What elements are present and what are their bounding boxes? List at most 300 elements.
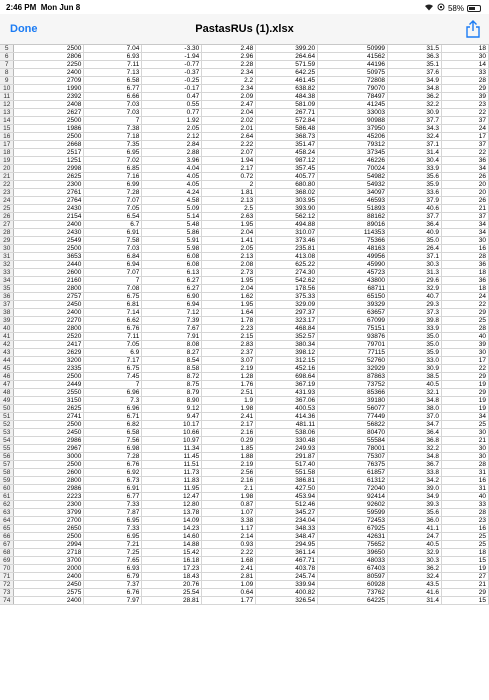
table-cell[interactable]: 79312 [318,141,388,149]
table-cell[interactable]: 34.9 [388,77,442,85]
table-cell[interactable]: 72040 [318,485,388,493]
table-cell[interactable]: 1.98 [202,405,256,413]
table-cell[interactable]: 6.08 [142,253,202,261]
table-cell[interactable]: 6.96 [84,405,142,413]
table-cell[interactable]: 20 [441,181,488,189]
table-cell[interactable]: 2.13 [202,253,256,261]
table-cell[interactable]: 2550 [14,389,84,397]
table-cell[interactable]: 2450 [14,429,84,437]
table-cell[interactable]: 2.64 [202,133,256,141]
table-cell[interactable]: 2.81 [202,573,256,581]
table-cell[interactable]: 7.97 [84,597,142,605]
table-cell[interactable]: 0.47 [142,93,202,101]
table-cell[interactable]: 40.7 [388,293,442,301]
table-cell[interactable]: 431.93 [256,389,318,397]
table-cell[interactable]: 1.94 [202,157,256,165]
table-cell[interactable]: 7.25 [84,549,142,557]
row-header[interactable]: 56 [0,453,14,461]
row-header[interactable]: 53 [0,429,14,437]
table-cell[interactable]: 11.45 [142,453,202,461]
table-cell[interactable]: 7.11 [84,333,142,341]
table-cell[interactable]: 2.96 [202,53,256,61]
table-cell[interactable]: 38.5 [388,373,442,381]
table-cell[interactable]: 6.94 [84,261,142,269]
table-cell[interactable]: 8.58 [142,365,202,373]
table-cell[interactable]: 6.93 [84,53,142,61]
table-cell[interactable]: 1.85 [202,445,256,453]
table-cell[interactable]: 351.47 [256,141,318,149]
table-cell[interactable]: 3799 [14,509,84,517]
table-cell[interactable]: 380.34 [256,341,318,349]
row-header[interactable]: 45 [0,365,14,373]
table-cell[interactable]: 375.33 [256,293,318,301]
table-cell[interactable]: 72808 [318,77,388,85]
row-header[interactable]: 43 [0,349,14,357]
table-cell[interactable]: 562.12 [256,213,318,221]
table-cell[interactable]: 6.66 [84,93,142,101]
table-cell[interactable]: 13.78 [142,509,202,517]
table-cell[interactable]: 36.4 [388,221,442,229]
table-cell[interactable]: 2.05 [202,245,256,253]
table-cell[interactable]: 2998 [14,165,84,173]
table-cell[interactable]: 481.11 [256,421,318,429]
table-cell[interactable]: 1.28 [202,373,256,381]
table-cell[interactable]: 34.7 [388,421,442,429]
table-cell[interactable]: 24.7 [388,533,442,541]
table-cell[interactable]: 1251 [14,157,84,165]
table-cell[interactable]: 6.98 [84,445,142,453]
table-cell[interactable]: 9.47 [142,413,202,421]
table-cell[interactable]: 330.48 [256,437,318,445]
table-cell[interactable]: 17.23 [142,565,202,573]
table-cell[interactable]: 2.17 [202,421,256,429]
table-cell[interactable]: 17 [441,133,488,141]
table-cell[interactable]: 40 [441,493,488,501]
table-cell[interactable]: 348.33 [256,525,318,533]
table-cell[interactable]: 36.2 [388,93,442,101]
table-cell[interactable]: 35.0 [388,341,442,349]
row-header[interactable]: 22 [0,181,14,189]
row-header[interactable]: 6 [0,53,14,61]
row-header[interactable]: 40 [0,325,14,333]
table-cell[interactable]: 468.84 [256,325,318,333]
table-cell[interactable]: 38.0 [388,405,442,413]
table-cell[interactable]: 2.5 [202,205,256,213]
table-cell[interactable]: 39 [441,93,488,101]
row-header[interactable]: 42 [0,341,14,349]
table-cell[interactable]: 40.5 [388,381,442,389]
table-cell[interactable]: 48033 [318,557,388,565]
table-cell[interactable]: 29 [441,373,488,381]
table-cell[interactable]: 32.2 [388,445,442,453]
table-cell[interactable]: 361.14 [256,549,318,557]
table-cell[interactable]: 75652 [318,541,388,549]
table-cell[interactable]: 7.38 [84,125,142,133]
table-cell[interactable]: 2575 [14,589,84,597]
row-header[interactable]: 73 [0,589,14,597]
row-header[interactable]: 54 [0,437,14,445]
table-cell[interactable]: 37 [441,141,488,149]
table-cell[interactable]: 1990 [14,85,84,93]
row-header[interactable]: 58 [0,469,14,477]
table-cell[interactable]: 2449 [14,381,84,389]
table-cell[interactable]: 90988 [318,117,388,125]
table-cell[interactable]: 368.73 [256,133,318,141]
table-cell[interactable]: 33.9 [388,165,442,173]
table-cell[interactable]: 2650 [14,525,84,533]
table-cell[interactable]: 6.73 [84,477,142,485]
row-header[interactable]: 19 [0,157,14,165]
table-cell[interactable]: 14.88 [142,541,202,549]
table-cell[interactable]: 2625 [14,405,84,413]
table-cell[interactable]: 16 [441,245,488,253]
table-cell[interactable]: 16 [441,477,488,485]
table-cell[interactable]: 398.12 [256,349,318,357]
table-cell[interactable]: 56077 [318,405,388,413]
table-cell[interactable]: 323.17 [256,317,318,325]
table-cell[interactable]: 33 [441,69,488,77]
table-cell[interactable]: 35.1 [388,61,442,69]
table-cell[interactable]: 54932 [318,181,388,189]
table-cell[interactable]: 4.04 [142,165,202,173]
table-cell[interactable]: 2.05 [142,125,202,133]
table-cell[interactable]: 5.86 [142,229,202,237]
table-cell[interactable]: 32.4 [388,133,442,141]
table-cell[interactable]: 1.07 [202,509,256,517]
table-cell[interactable]: 45990 [318,261,388,269]
table-cell[interactable]: 291.87 [256,453,318,461]
table-cell[interactable]: 1.95 [202,221,256,229]
row-header[interactable]: 26 [0,213,14,221]
table-cell[interactable]: 6.95 [84,517,142,525]
table-cell[interactable]: 7.17 [84,357,142,365]
table-cell[interactable]: 10.66 [142,429,202,437]
table-cell[interactable]: 28 [441,325,488,333]
table-cell[interactable]: 7.18 [84,133,142,141]
table-cell[interactable]: 39180 [318,397,388,405]
table-cell[interactable]: 6.76 [84,461,142,469]
table-cell[interactable]: 33.0 [388,357,442,365]
table-cell[interactable]: 453.94 [256,493,318,501]
row-header[interactable]: 5 [0,45,14,53]
table-cell[interactable]: 6.77 [84,493,142,501]
table-cell[interactable]: 37.1 [388,141,442,149]
table-cell[interactable]: 35.0 [388,333,442,341]
table-cell[interactable]: 22 [441,109,488,117]
table-cell[interactable]: 6.82 [84,421,142,429]
table-cell[interactable]: 0.64 [202,589,256,597]
row-header[interactable]: 13 [0,109,14,117]
table-cell[interactable]: 2.13 [202,197,256,205]
table-cell[interactable]: 17 [441,357,488,365]
table-cell[interactable]: 2.47 [202,101,256,109]
row-header[interactable]: 17 [0,141,14,149]
table-cell[interactable]: 37.1 [388,253,442,261]
table-cell[interactable]: 30.9 [388,365,442,373]
table-cell[interactable]: 2408 [14,101,84,109]
table-cell[interactable]: 1.88 [202,453,256,461]
table-cell[interactable]: 367.19 [256,381,318,389]
table-cell[interactable]: 2417 [14,341,84,349]
table-cell[interactable]: 56822 [318,421,388,429]
table-cell[interactable]: 1.95 [202,277,256,285]
row-header[interactable]: 25 [0,205,14,213]
table-cell[interactable]: 7.33 [84,501,142,509]
table-cell[interactable]: 9.12 [142,405,202,413]
table-cell[interactable]: 49956 [318,253,388,261]
table-cell[interactable]: 3653 [14,253,84,261]
table-cell[interactable]: 93876 [318,333,388,341]
table-cell[interactable]: 2709 [14,77,84,85]
table-cell[interactable]: 2500 [14,421,84,429]
table-cell[interactable]: 10.97 [142,437,202,445]
table-cell[interactable]: -3.30 [142,45,202,53]
row-header[interactable]: 37 [0,301,14,309]
table-cell[interactable]: 1.92 [142,117,202,125]
row-header[interactable]: 41 [0,333,14,341]
table-cell[interactable]: 3000 [14,453,84,461]
table-cell[interactable]: 36.2 [388,565,442,573]
table-cell[interactable]: 36.8 [388,437,442,445]
table-cell[interactable]: 36.0 [388,517,442,525]
table-cell[interactable]: 680.80 [256,181,318,189]
table-cell[interactable]: 2.19 [202,461,256,469]
row-header[interactable]: 57 [0,461,14,469]
table-cell[interactable]: 36.4 [388,429,442,437]
table-cell[interactable]: 2250 [14,61,84,69]
table-cell[interactable]: 6.75 [84,365,142,373]
table-cell[interactable]: 8.75 [142,381,202,389]
table-cell[interactable]: 7.16 [84,173,142,181]
table-cell[interactable]: 400.82 [256,589,318,597]
table-cell[interactable]: 2.83 [202,341,256,349]
table-cell[interactable]: 64225 [318,597,388,605]
table-cell[interactable]: 70024 [318,165,388,173]
table-cell[interactable]: 352.57 [256,333,318,341]
table-cell[interactable]: 45723 [318,269,388,277]
row-header[interactable]: 67 [0,541,14,549]
row-header[interactable]: 28 [0,229,14,237]
table-cell[interactable]: 11.51 [142,461,202,469]
table-cell[interactable]: 45206 [318,133,388,141]
table-cell[interactable]: 2.1 [202,485,256,493]
table-cell[interactable]: 1.68 [202,557,256,565]
table-cell[interactable]: 2.34 [202,85,256,93]
table-cell[interactable]: 40.9 [388,229,442,237]
table-cell[interactable]: 80470 [318,429,388,437]
table-cell[interactable]: 7.28 [84,453,142,461]
row-header[interactable]: 16 [0,133,14,141]
table-cell[interactable]: 75366 [318,237,388,245]
table-cell[interactable]: 30.3 [388,261,442,269]
table-cell[interactable]: 63657 [318,309,388,317]
row-header[interactable]: 34 [0,277,14,285]
table-cell[interactable]: 34097 [318,189,388,197]
row-header[interactable]: 71 [0,573,14,581]
share-icon[interactable] [465,20,481,38]
table-cell[interactable]: 6.91 [84,485,142,493]
table-cell[interactable]: 2 [202,181,256,189]
row-header[interactable]: 18 [0,149,14,157]
table-cell[interactable]: 34 [441,165,488,173]
table-cell[interactable]: 30.4 [388,157,442,165]
table-cell[interactable]: 2223 [14,493,84,501]
table-cell[interactable]: 2718 [14,549,84,557]
row-header[interactable]: 31 [0,253,14,261]
table-cell[interactable]: 25 [441,317,488,325]
table-cell[interactable]: 249.93 [256,445,318,453]
table-cell[interactable]: 373.46 [256,237,318,245]
table-cell[interactable]: 2500 [14,117,84,125]
table-cell[interactable]: 3.96 [142,157,202,165]
table-cell[interactable]: 79701 [318,341,388,349]
table-cell[interactable]: 39329 [318,301,388,309]
table-cell[interactable]: 7.45 [84,373,142,381]
table-cell[interactable]: 7.21 [84,541,142,549]
table-cell[interactable]: 2.19 [202,365,256,373]
table-cell[interactable]: 2.48 [202,45,256,53]
table-cell[interactable]: 2.16 [202,477,256,485]
table-cell[interactable]: 414.36 [256,413,318,421]
table-cell[interactable]: 6.13 [142,269,202,277]
table-cell[interactable]: 37.7 [388,117,442,125]
table-cell[interactable]: 2400 [14,309,84,317]
table-cell[interactable]: 367.06 [256,397,318,405]
table-cell[interactable]: 30 [441,53,488,61]
row-header[interactable]: 60 [0,485,14,493]
table-cell[interactable]: 34.9 [388,493,442,501]
table-cell[interactable]: 2.15 [202,333,256,341]
table-cell[interactable]: 1986 [14,125,84,133]
table-cell[interactable]: 2761 [14,189,84,197]
table-cell[interactable]: 16 [441,525,488,533]
table-cell[interactable]: 7.03 [84,245,142,253]
table-cell[interactable]: 48163 [318,245,388,253]
table-cell[interactable]: 37.3 [388,309,442,317]
table-cell[interactable]: 2.02 [202,117,256,125]
table-cell[interactable]: 36.7 [388,461,442,469]
table-cell[interactable]: 35.9 [388,349,442,357]
row-header[interactable]: 62 [0,501,14,509]
table-cell[interactable]: 6.94 [142,301,202,309]
table-cell[interactable]: 339.94 [256,581,318,589]
table-cell[interactable]: 55584 [318,437,388,445]
table-cell[interactable]: 78497 [318,93,388,101]
row-header[interactable]: 69 [0,557,14,565]
table-cell[interactable]: 5.14 [142,213,202,221]
table-cell[interactable]: 23 [441,101,488,109]
table-cell[interactable]: 2600 [14,469,84,477]
table-cell[interactable]: 427.50 [256,485,318,493]
table-cell[interactable]: 7.03 [84,109,142,117]
table-cell[interactable]: 31 [441,469,488,477]
table-cell[interactable]: 403.78 [256,565,318,573]
row-header[interactable]: 11 [0,93,14,101]
table-cell[interactable]: 22 [441,149,488,157]
row-header[interactable]: 50 [0,405,14,413]
table-cell[interactable]: 40.6 [388,205,442,213]
table-cell[interactable]: 2.01 [202,125,256,133]
table-cell[interactable]: 6.9 [84,349,142,357]
row-header[interactable]: 8 [0,69,14,77]
table-cell[interactable]: 35.9 [388,181,442,189]
table-cell[interactable]: 6.93 [84,565,142,573]
row-header[interactable]: 12 [0,101,14,109]
table-cell[interactable]: 386.81 [256,477,318,485]
table-cell[interactable]: 40.5 [388,541,442,549]
table-cell[interactable]: 2.16 [202,429,256,437]
table-cell[interactable]: 642.25 [256,69,318,77]
table-cell[interactable]: 6.91 [84,229,142,237]
table-cell[interactable]: 0.87 [202,501,256,509]
table-cell[interactable]: 461.45 [256,77,318,85]
table-cell[interactable]: 2.56 [202,469,256,477]
table-cell[interactable]: 18 [441,269,488,277]
table-cell[interactable]: 34.8 [388,453,442,461]
table-cell[interactable]: 7.14 [84,309,142,317]
table-cell[interactable]: 245.74 [256,573,318,581]
table-cell[interactable]: 32.9 [388,549,442,557]
table-cell[interactable]: 586.48 [256,125,318,133]
table-cell[interactable]: 31 [441,485,488,493]
table-cell[interactable]: 6.54 [84,213,142,221]
table-cell[interactable]: 2440 [14,261,84,269]
table-cell[interactable]: 75307 [318,453,388,461]
table-cell[interactable]: 80597 [318,573,388,581]
table-cell[interactable]: 42631 [318,533,388,541]
table-cell[interactable]: 30.9 [388,109,442,117]
row-header[interactable]: 72 [0,581,14,589]
table-cell[interactable]: 264.64 [256,53,318,61]
table-cell[interactable]: 7.05 [84,341,142,349]
table-cell[interactable]: 41.1 [388,525,442,533]
table-cell[interactable]: 50975 [318,69,388,77]
table-cell[interactable]: 7.56 [84,437,142,445]
row-header[interactable]: 65 [0,525,14,533]
table-cell[interactable]: 39650 [318,549,388,557]
row-header[interactable]: 74 [0,597,14,605]
table-cell[interactable]: 1.95 [202,301,256,309]
row-header[interactable]: 55 [0,445,14,453]
table-cell[interactable]: 312.15 [256,357,318,365]
table-cell[interactable]: 51893 [318,205,388,213]
table-cell[interactable]: 37 [441,213,488,221]
table-cell[interactable]: 6.27 [142,277,202,285]
table-cell[interactable]: 76375 [318,461,388,469]
table-cell[interactable]: 2400 [14,597,84,605]
row-header[interactable]: 35 [0,285,14,293]
table-cell[interactable]: 2.22 [202,141,256,149]
table-cell[interactable]: 2700 [14,517,84,525]
table-cell[interactable]: 22 [441,301,488,309]
table-cell[interactable]: 33.9 [388,325,442,333]
table-cell[interactable]: 467.71 [256,557,318,565]
table-cell[interactable]: 22 [441,365,488,373]
table-cell[interactable]: 7.02 [84,157,142,165]
table-cell[interactable]: 4.58 [142,197,202,205]
table-cell[interactable]: 61312 [318,477,388,485]
table-cell[interactable]: 18.43 [142,573,202,581]
table-cell[interactable]: 2400 [14,69,84,77]
table-cell[interactable]: 2335 [14,365,84,373]
table-cell[interactable]: 18 [441,285,488,293]
row-header[interactable]: 59 [0,477,14,485]
table-cell[interactable]: 1.64 [202,309,256,317]
table-cell[interactable]: 2450 [14,301,84,309]
row-header[interactable]: 49 [0,397,14,405]
table-cell[interactable]: 2500 [14,45,84,53]
table-cell[interactable]: 18 [441,45,488,53]
